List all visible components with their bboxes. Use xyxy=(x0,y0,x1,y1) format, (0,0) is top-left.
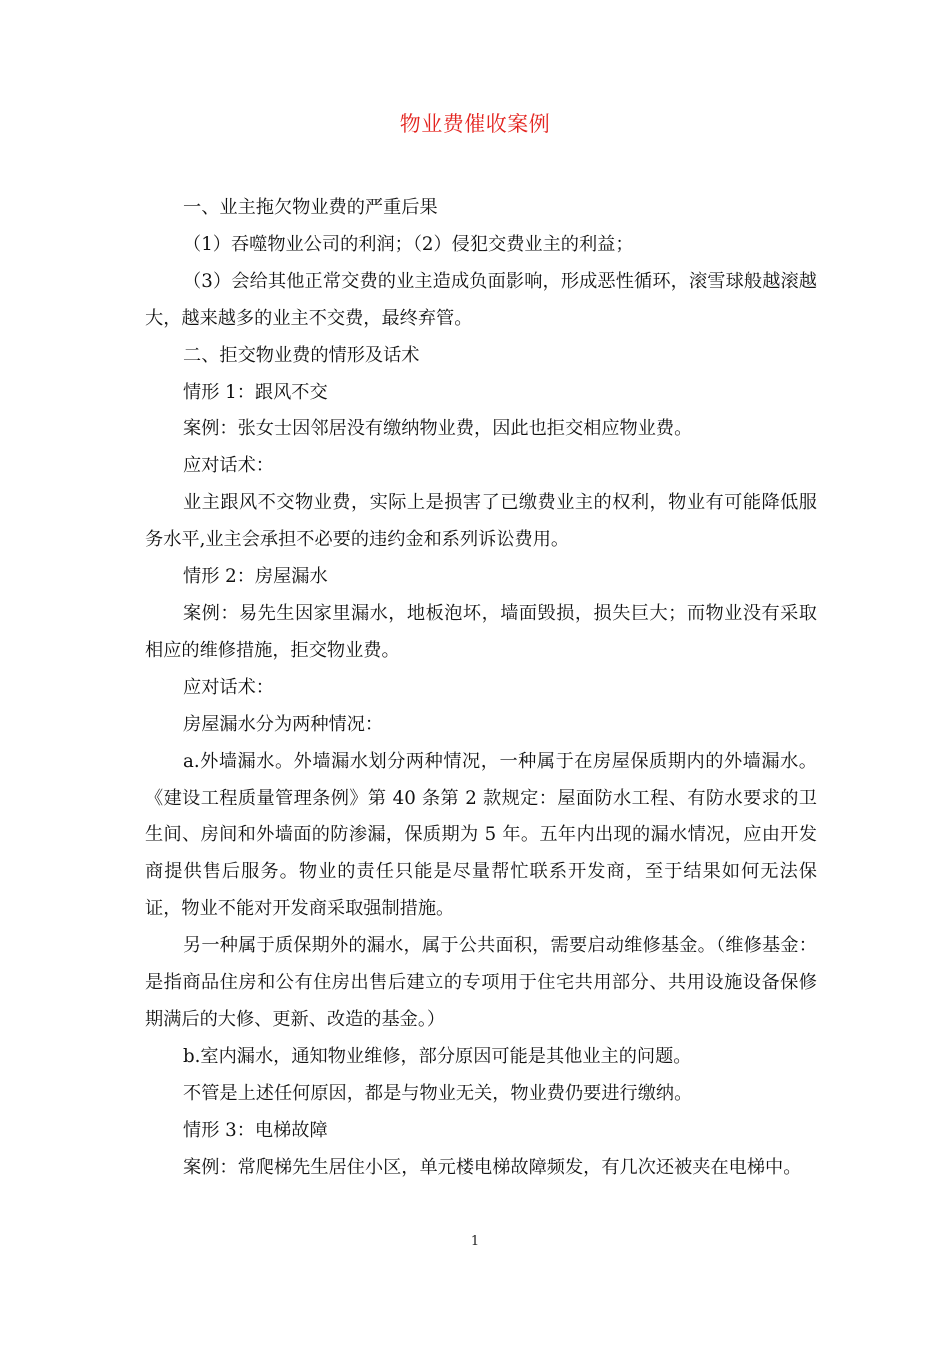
paragraph-consequence-3: （3）会给其他正常交费的业主造成负面影响，形成恶性循环，滚雪球般越滚越大，越来越多的业主不交费，最终弃管。 xyxy=(145,270,817,329)
situation-2-case: 案例：易先生因家里漏水，地板泡坏，墙面毁损，损失巨大；而物业没有采取相应的维修措施，拒交物业费。 xyxy=(145,602,817,661)
situation-2-exterior-leak: a.外墙漏水。外墙漏水划分两种情况，一种属于在房屋保质期内的外墙漏水。《建设工程质量管理条例》第 40 条第 2 款规定：屋面防水工程、有防水要求的卫生间、房间和外墙面的防渗漏，保质期为 5 年。五年内出现的漏水情况，应由开发商提供售后服务。物业的责任只能是尽量帮忙联系开发商，至于结果如何无法保证，物业不能对开发商采取强制措施。 xyxy=(145,750,817,920)
situation-2-conclusion: 不管是上述任何原因，都是与物业无关，物业费仍要进行缴纳。 xyxy=(183,1082,693,1104)
document-body xyxy=(145,190,817,1186)
situation-3-case: 案例：常爬梯先生居住小区，单元楼电梯故障频发，有几次还被夹在电梯中。 xyxy=(183,1156,802,1178)
section-heading-consequences: 一、业主拖欠物业费的严重后果 xyxy=(183,197,438,218)
situation-1-case: 案例：张女士因邻居没有缴纳物业费，因此也拒交相应物业费。 xyxy=(183,418,693,440)
paragraph-consequence-1-2: （1）吞噬物业公司的利润；（2）侵犯交费业主的利益； xyxy=(183,233,634,255)
situation-2-interior-leak: b.室内漏水，通知物业维修，部分原因可能是其他业主的问题。 xyxy=(183,1045,692,1067)
situation-1-response: 业主跟风不交物业费，实际上是损害了已缴费业主的权利，物业有可能降低服务水平,业主会承担不必要的违约金和系列诉讼费用。 xyxy=(145,492,817,551)
situation-2-warranty-expired: 另一种属于质保期外的漏水，属于公共面积，需要启动维修基金。（维修基金：是指商品住房和公有住房出售后建立的专项用于住宅共用部分、共用设施设备保修期满后的大修、更新、改造的基金。） xyxy=(145,935,817,1030)
document-title: 物业费催收案例 xyxy=(399,112,551,136)
page-number: 1 xyxy=(470,1234,480,1249)
situation-1-heading: 情形 1：跟风不交 xyxy=(183,381,328,403)
situation-2-heading: 情形 2：房屋漏水 xyxy=(183,566,328,588)
situation-3-heading: 情形 3：电梯故障 xyxy=(183,1119,328,1141)
situation-2-response-label: 应对话术： xyxy=(183,676,274,698)
situation-2-response-intro: 房屋漏水分为两种情况： xyxy=(183,713,384,735)
section-heading-situations: 二、拒交物业费的情形及话术 xyxy=(183,344,420,366)
situation-1-response-label: 应对话术： xyxy=(183,455,274,477)
